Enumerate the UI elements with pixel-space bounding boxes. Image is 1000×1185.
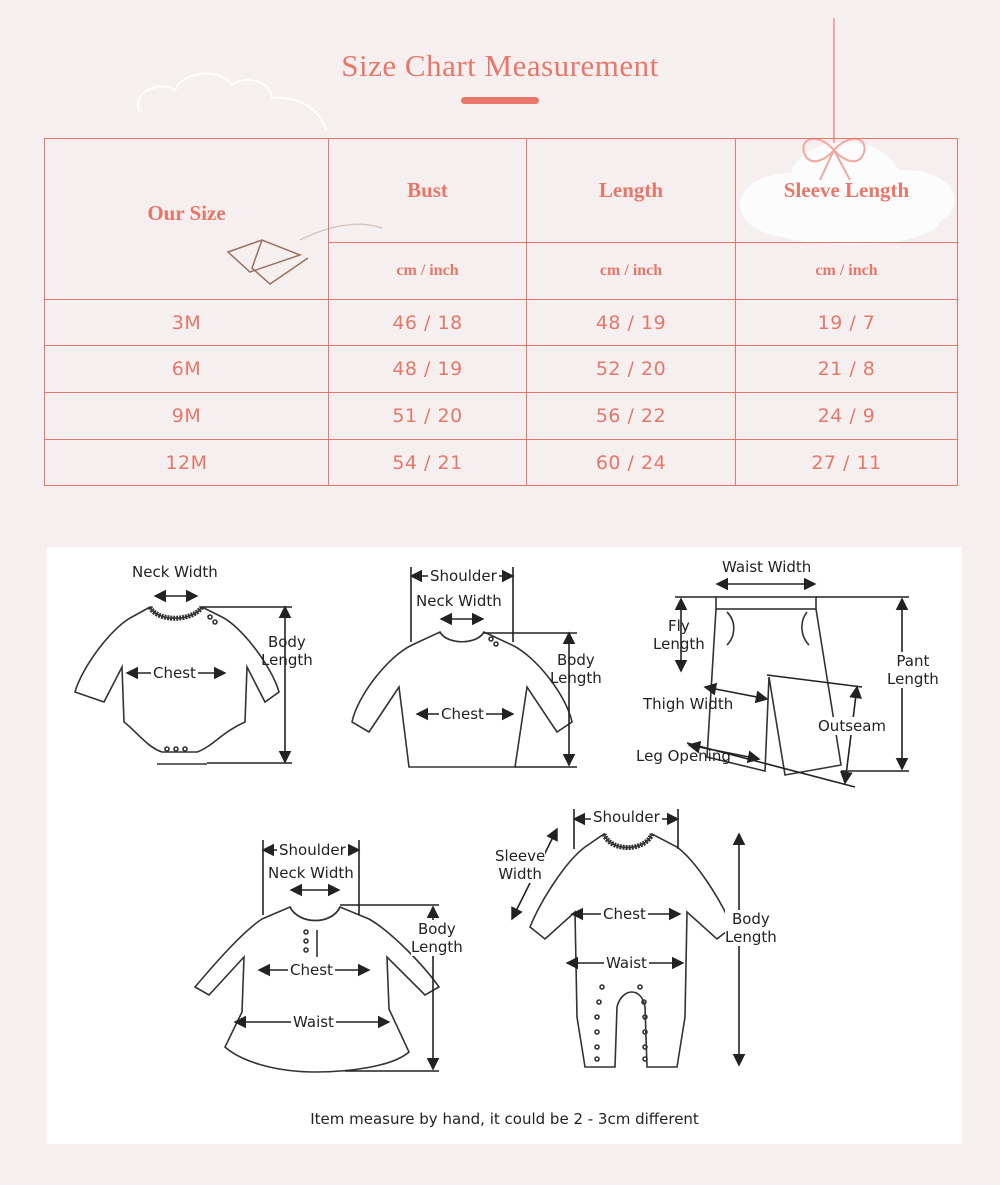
- romper-shoulder-label: Shoulder: [593, 808, 660, 826]
- shirt-shoulder-label: Shoulder: [430, 567, 497, 585]
- table-row: [45, 440, 958, 486]
- length-label: Length: [261, 651, 313, 669]
- our-size-label: Our Size: [147, 200, 226, 225]
- length-label: Length: [411, 938, 463, 956]
- dress-icon: [195, 907, 439, 1072]
- body-label: Body: [417, 920, 456, 938]
- shirt-body-length-label: [550, 651, 602, 687]
- body-label: Body: [731, 910, 770, 928]
- header-bust: Bust: [329, 139, 527, 243]
- shirt-icon: [352, 632, 572, 767]
- dress-neck-width-label: Neck Width: [268, 864, 354, 882]
- pants-fly-length-label: [653, 617, 705, 653]
- pants-outseam-label: Outseam: [818, 717, 887, 735]
- header-sleeve-length: Sleeve Length: [736, 139, 958, 243]
- pants-waist-width-label: Waist Width: [722, 558, 812, 576]
- length-cell: 48 / 19: [527, 300, 736, 346]
- pants-thigh-width-label: Thigh Width: [643, 695, 734, 713]
- sleeve-cell: 19 / 7: [736, 300, 958, 346]
- bodysuit-icon: [75, 607, 279, 764]
- measurement-diagrams: [47, 547, 962, 1144]
- romper-body-length-label: [725, 910, 777, 946]
- bust-cell: 46 / 18: [329, 300, 527, 346]
- dress-body-length-label: [411, 920, 463, 956]
- pants-leg-opening-label: Leg Opening: [636, 747, 731, 765]
- bodysuit-body-length-label: [261, 633, 313, 669]
- dress-waist-label: Waist: [293, 1013, 334, 1031]
- width-label: Width: [498, 865, 542, 883]
- pants-pant-length-label: [887, 652, 939, 688]
- unit-length: cm / inch: [527, 243, 736, 300]
- sleeve-cell: 21 / 8: [736, 346, 958, 393]
- page-title: Size Chart Measurement: [341, 48, 659, 83]
- our-size-header: [45, 139, 329, 300]
- size-cell: 12M: [45, 440, 329, 486]
- sleeve-cell: 24 / 9: [736, 393, 958, 440]
- sleeve-cell: 27 / 11: [736, 440, 958, 486]
- bodysuit-chest-label: Chest: [153, 664, 196, 682]
- bust-cell: 54 / 21: [329, 440, 527, 486]
- romper-chest-label: Chest: [603, 905, 646, 923]
- dress-shoulder-label: Shoulder: [279, 841, 346, 859]
- table-row: [45, 346, 958, 393]
- fly-label: Fly: [668, 617, 690, 635]
- size-table: [44, 138, 958, 486]
- body-label: Body: [267, 633, 306, 651]
- bust-cell: 51 / 20: [329, 393, 527, 440]
- pant-label: Pant: [896, 652, 930, 670]
- length-label: Length: [887, 670, 939, 688]
- measurement-note: Item measure by hand, it could be 2 - 3cm different: [310, 1110, 699, 1128]
- length-cell: 56 / 22: [527, 393, 736, 440]
- length-cell: 60 / 24: [527, 440, 736, 486]
- length-label: Length: [550, 669, 602, 687]
- romper-icon: [530, 834, 732, 1067]
- size-cell: 3M: [45, 300, 329, 346]
- dress-chest-label: Chest: [290, 961, 333, 979]
- sleeve-label: Sleeve: [495, 847, 546, 865]
- size-cell: 6M: [45, 346, 329, 393]
- title-underline: [461, 97, 539, 104]
- length-cell: 52 / 20: [527, 346, 736, 393]
- shirt-chest-label: Chest: [441, 705, 484, 723]
- table-row: [45, 300, 958, 346]
- bodysuit-neck-width-label: Neck Width: [132, 563, 218, 581]
- unit-bust: cm / inch: [329, 243, 527, 300]
- bust-cell: 48 / 19: [329, 346, 527, 393]
- garment-drawings: [47, 547, 962, 1144]
- length-label: Length: [653, 635, 705, 653]
- romper-sleeve-width-label: [495, 847, 545, 883]
- body-label: Body: [556, 651, 595, 669]
- length-label: Length: [725, 928, 777, 946]
- size-cell: 9M: [45, 393, 329, 440]
- romper-waist-label: Waist: [606, 954, 647, 972]
- measure-arrows: [127, 567, 909, 1071]
- shirt-neck-width-label: Neck Width: [416, 592, 502, 610]
- header-length: Length: [527, 139, 736, 243]
- table-row: [45, 393, 958, 440]
- unit-sleeve: cm / inch: [736, 243, 958, 300]
